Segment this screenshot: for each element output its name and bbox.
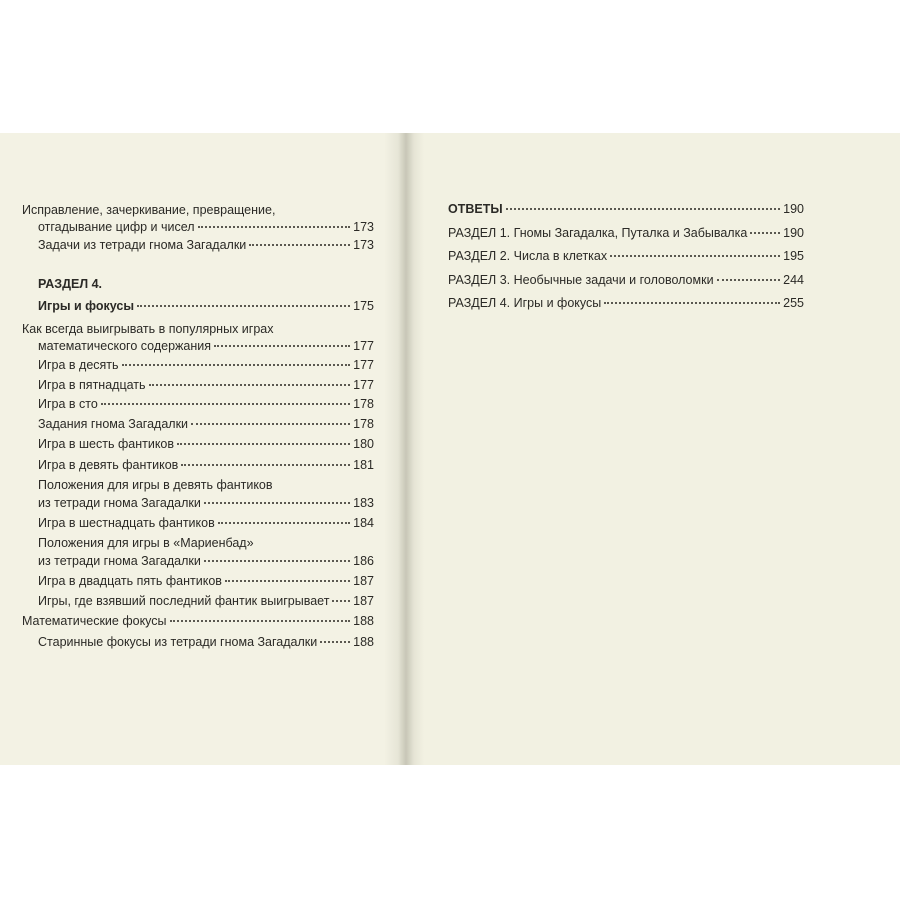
dot-leader [137, 305, 350, 307]
toc-entry-title: Игры и фокусы [38, 299, 135, 313]
toc-entry [448, 295, 804, 311]
toc-entry-title: Игра в девять фантиков [38, 458, 179, 472]
toc-entry-title: Игра в шесть фантиков [38, 437, 175, 451]
toc-page-number: 173 [353, 238, 374, 252]
toc-entry-title: РАЗДЕЛ 2. Числа в клетках [448, 249, 608, 263]
book-gutter [384, 133, 424, 765]
dot-leader [191, 423, 350, 425]
dot-leader [214, 345, 350, 347]
toc-page-number: 187 [353, 574, 374, 588]
toc-entry-title: Игра в шестнадцать фантиков [38, 516, 215, 530]
dot-leader [149, 384, 351, 386]
toc-entry-title: Задания гнома Загадалки [38, 417, 189, 431]
toc-entry [448, 225, 804, 241]
toc-page-number: 177 [353, 358, 374, 372]
toc-entry-title: из тетради гнома Загадалки [38, 554, 201, 568]
dot-leader [332, 600, 350, 602]
dot-leader [249, 244, 350, 246]
book-spread [0, 133, 900, 765]
dot-leader [170, 620, 351, 622]
toc-entry-title: Игра в пятнадцать [38, 378, 146, 392]
toc-page-number: 177 [353, 339, 374, 353]
toc-entry-title: математического содержания [38, 339, 212, 353]
dot-leader [198, 226, 351, 228]
toc-page-number: 190 [783, 226, 804, 240]
toc-entry [38, 593, 374, 609]
left-page [0, 133, 400, 765]
toc-page-number: 190 [783, 202, 804, 216]
dot-leader [122, 364, 351, 366]
toc-page-number: 180 [353, 437, 374, 451]
dot-leader [717, 279, 781, 281]
toc-page-number: 195 [783, 249, 804, 263]
dot-leader [218, 522, 350, 524]
dot-leader [181, 464, 350, 466]
toc-entry [22, 613, 374, 629]
toc-entry-title: из тетради гнома Загадалки [38, 496, 201, 510]
toc-entry [38, 457, 374, 473]
dot-leader [101, 403, 350, 405]
dot-leader [604, 302, 780, 304]
toc-entry-title: РАЗДЕЛ 1. Гномы Загадалка, Путалка и Забывалка [448, 226, 748, 240]
toc-entry-text: Исправление, зачеркивание, превращение, [22, 203, 276, 217]
dot-leader [225, 580, 350, 582]
toc-page-number: 178 [353, 417, 374, 431]
toc-entry [38, 298, 374, 314]
toc-entry-title: Игра в сто [38, 397, 98, 411]
toc-page-number: 187 [353, 594, 374, 608]
toc-entry [38, 396, 374, 412]
toc-entry [38, 515, 374, 531]
toc-entry [38, 573, 374, 589]
toc-entry-title: РАЗДЕЛ 4. Игры и фокусы [448, 296, 602, 310]
toc-entry-title: Игры, где взявший последний фантик выигрывает [38, 594, 330, 608]
toc-page-number: 186 [353, 554, 374, 568]
toc-entry [38, 357, 374, 373]
toc-entry-title: РАЗДЕЛ 3. Необычные задачи и головоломки [448, 273, 714, 287]
section-heading: РАЗДЕЛ 4. [38, 277, 103, 291]
toc-entry [448, 248, 804, 264]
dot-leader [610, 255, 780, 257]
toc-entry [448, 272, 804, 288]
toc-entry-text: Положения для игры в девять фантиков [38, 478, 273, 492]
toc-entry-title: Старинные фокусы из тетради гнома Загадалки [38, 635, 318, 649]
dot-leader [506, 208, 781, 210]
toc-entry [38, 377, 374, 393]
toc-page-number: 184 [353, 516, 374, 530]
toc-page-number: 181 [353, 458, 374, 472]
toc-entry [38, 495, 374, 511]
toc-entry-title: Математические фокусы [22, 614, 167, 628]
toc-page-number: 183 [353, 496, 374, 510]
toc-entry-text: Положения для игры в «Мариенбад» [38, 536, 254, 550]
toc-entry-title: отгадывание цифр и чисел [38, 220, 195, 234]
dot-leader [750, 232, 780, 234]
toc-entry [38, 553, 374, 569]
toc-page-number: 188 [353, 614, 374, 628]
toc-entry-title: Игра в десять [38, 358, 119, 372]
toc-entry-text: Как всегда выигрывать в популярных играх [22, 322, 274, 336]
toc-page-number: 173 [353, 220, 374, 234]
toc-page-number: 177 [353, 378, 374, 392]
toc-entry [38, 338, 374, 354]
dot-leader [204, 560, 350, 562]
toc-entry [38, 237, 374, 253]
dot-leader [177, 443, 350, 445]
toc-entry-title: Игра в двадцать пять фантиков [38, 574, 222, 588]
toc-page-number: 255 [783, 296, 804, 310]
toc-page-number: 175 [353, 299, 374, 313]
right-page [400, 133, 900, 765]
toc-entry [38, 219, 374, 235]
toc-entry [38, 436, 374, 452]
dot-leader [320, 641, 350, 643]
toc-page-number: 178 [353, 397, 374, 411]
dot-leader [204, 502, 350, 504]
toc-page-number: 188 [353, 635, 374, 649]
toc-entry [38, 416, 374, 432]
toc-page-number: 244 [783, 273, 804, 287]
toc-entry-title: Задачи из тетради гнома Загадалки [38, 238, 247, 252]
toc-entry [38, 634, 374, 650]
toc-entry [448, 201, 804, 217]
toc-entry-title: ОТВЕТЫ [448, 202, 503, 216]
